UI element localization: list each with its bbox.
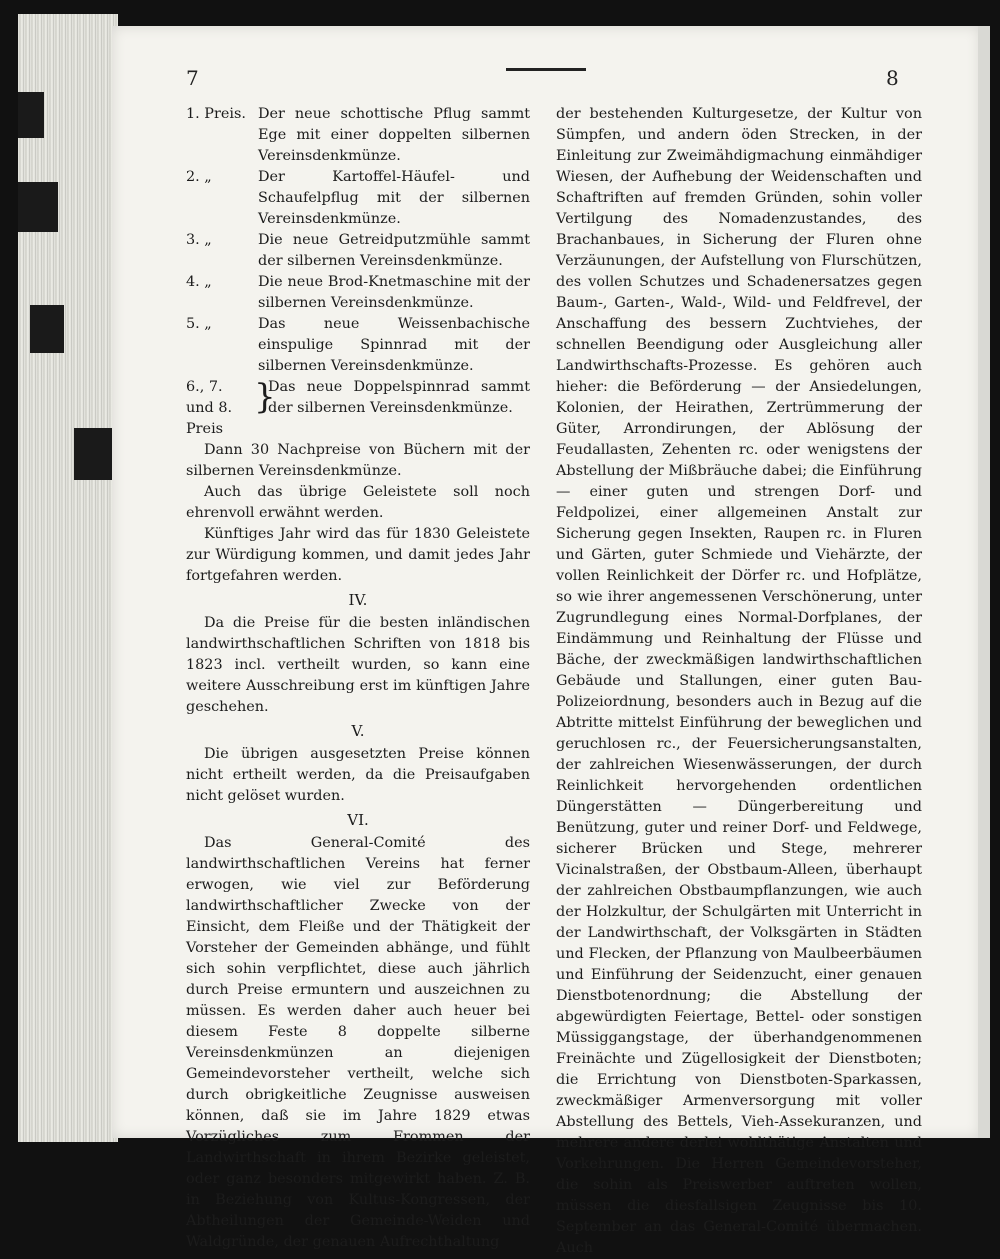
page-tab bbox=[18, 92, 44, 138]
paragraph: Die übrigen ausgesetzten Preise können nicht ertheilt werden, da die Preisaufgaben nicht gelöset wurden. bbox=[186, 746, 530, 804]
prize-text: Der Kartoffel-Häufel- und Schaufelpflug mit der silbernen Vereinsdenkmünze. bbox=[258, 169, 530, 227]
page-number-right: 8 bbox=[886, 66, 899, 90]
page-tab bbox=[18, 182, 58, 232]
right-column bbox=[556, 104, 922, 1259]
paragraph: Dann 30 Nachpreise von Büchern mit der silbernen Vereinsdenkmünze. bbox=[186, 442, 530, 479]
prize-entry bbox=[186, 167, 530, 230]
page-tab bbox=[30, 305, 64, 353]
prize-label: 5. „ bbox=[186, 316, 212, 332]
paragraph: Künftiges Jahr wird das für 1830 Geleistete zur Würdigung kommen, und damit jedes Jahr fortgefahren werden. bbox=[186, 526, 530, 584]
prize-entry bbox=[186, 314, 530, 377]
section-heading: VI. bbox=[347, 811, 369, 829]
page-tab bbox=[74, 428, 116, 480]
paragraph: Auch das übrige Geleistete soll noch ehrenvoll erwähnt werden. bbox=[186, 484, 530, 521]
section-heading: V. bbox=[351, 722, 365, 740]
prize-text: Der neue schottische Pflug sammt Ege mit einer doppelten silbernen Vereinsdenkmünze. bbox=[258, 106, 530, 164]
prize-text: Das neue Weissenbachische einspulige Spinnrad mit der silbernen Vereinsdenkmünze. bbox=[258, 316, 530, 374]
brace-glyph: } bbox=[254, 377, 276, 417]
prize-label: 4. „ bbox=[186, 274, 212, 290]
page-edge-shadow bbox=[978, 26, 990, 1138]
prize-entry bbox=[186, 230, 530, 272]
prize-label: 2. „ bbox=[186, 169, 212, 185]
paragraph: Das General-Comité des landwirthschaftlichen Vereins hat ferner erwogen, wie viel zur Beförderung landwirthschaftlicher Zwecke von der Einsicht, dem Fleiße und der Thätigkeit der Vorsteher der Gemeinden abhänge, und fühlt sich sohin verpflichtet, diese auch jährlich durch Preise ermuntern und auszeichnen zu müssen. Es werden daher auch heuer bei diesem Feste 8 doppelte silberne Vereinsdenkmünzen an diejenigen Gemeindevorsteher vertheilt, welche sich durch obrigkeitliche Zeugnisse ausweisen können, daß sie im Jahre 1829 etwas Vorzügliches zum Frommen der Landwirthschaft in ihrem Bezirke geleistet, oder ganz besonders mitgewirkt haben. Z. B. in Beziehung von Kultus-Kongressen, der Abtheilungen der Gemeinde-Weiden und Waldgründe, der genauen Aufrechthaltung bbox=[186, 835, 530, 1250]
prize-text: Die neue Getreidputzmühle sammt der silbernen Vereinsdenkmünze. bbox=[258, 232, 530, 269]
section-heading: IV. bbox=[348, 591, 368, 609]
prize-label: 6., 7. und 8. Preis bbox=[186, 379, 233, 437]
left-column bbox=[186, 104, 530, 1253]
prize-entry bbox=[186, 272, 530, 314]
prize-label: 1. Preis. bbox=[186, 106, 246, 122]
page-number-left: 7 bbox=[186, 66, 199, 90]
prize-label: 3. „ bbox=[186, 232, 212, 248]
paragraph: Da die Preise für die besten inländischen landwirthschaftlichen Schriften von 1818 bis 1823 incl. vertheilt wurden, so kann eine weitere Ausschreibung erst im künftigen Jahre geschehen. bbox=[186, 615, 530, 715]
header-rule bbox=[506, 68, 586, 71]
prize-text: Die neue Brod-Knetmaschine mit der silbernen Vereinsdenkmünze. bbox=[258, 274, 530, 311]
prize-text: Das neue Doppelspinnrad sammt der silbernen Vereinsdenkmünze. bbox=[268, 379, 530, 416]
prize-entry bbox=[186, 104, 530, 167]
prize-entry-combined bbox=[186, 377, 530, 440]
paragraph: der bestehenden Kulturgesetze, der Kultur von Sümpfen, und andern öden Strecken, in der Einleitung zur Zweimähdigmachung einmähdiger Wiesen, der Aufhebung der Weidenschaften und Schaftriften auf fremden Gründen, sohin voller Vertilgung des Nomadenzustandes, des Brachanbaues, in Sicherung der Fluren ohne Verzäunungen, der Aufstellung von Flurschützen, des vollen Schutzes und Schadenersatzes gegen Baum-, Garten-, Wald-, Wild- und Feldfrevel, der Anschaffung des bessern Zuchtviehes, der schnellen Beendigung oder Ausgleichung aller Landwirthschafts-Prozesse. Es gehören auch hieher: die Beförderung — der Ansiedelungen, Kolonien, der Heirathen, Zertrümmerung der Güter, Arrondirungen, der Ablösung der Feudallasten, Zehenten rc. oder wenigstens der Abstellung der Mißbräuche dabei; die Einführung — einer guten und strengen Dorf- und Feldpolizei, einer allgemeinen Anstalt zur Sicherung gegen Insekten, Raupen rc. in Fluren und Gärten, guter Schmiede und Viehärzte, der vollen Reinlichkeit der Dörfer rc. und Hofplätze, so wie ihrer angemessenen Verschönerung, unter Zugrundlegung eines Normal-Dorfplanes, der Eindämmung und Reinhaltung der Flüsse und Bäche, der zweckmäßigen landwirthschaftlichen Gebäude und Stallungen, einer guten Bau-Polizeiordnung, besonders auch in Bezug auf die Abtritte mittelst Einführung der beweglichen und geruchlosen rc., der Feuersicherungsanstalten, der zahlreichen Wiesenwässerungen, der durch Reinlichkeit hervorgehenden ordentlichen Düngerstätten — Düngerbereitung und Benützung, guter und reiner Dorf- und Feldwege, sicherer Brücken und Stege, mehrerer Vicinalstraßen, der Obstbaum-Alleen, überhaupt der zahlreichen Obstbaumpflanzungen, wie auch der Holzkultur, der Schulgärten mit Unterricht in der Landwirthschaft, der Volksgärten in Städten und Flecken, der Pflanzung von Maulbeerbäumen und Einführung der Seidenzucht, einer genauen Dienstbotenordnung; die Abstellung der abgewürdigten Feiertage, Bettel- oder sonstigen Müssiggangstage, der überhandgenommenen Freinächte und Zügellosigkeit der Dienstboten; die Errichtung von Dienstboten-Sparkassen, zweckmäßiger Armenversorgung mit voller Abstellung des Bettels, Vieh-Assekuranzen, und mehrere andere derlei wohlthätige Anstalten und Vorkehrungen. Die Herren Gemeindevorsteher, die sohin als Preiswerber auftreten wollen, müssen die diesfallsigen Zeugnisse bis 10. September an das General-Comité übermachen. Auch bbox=[556, 106, 922, 1256]
